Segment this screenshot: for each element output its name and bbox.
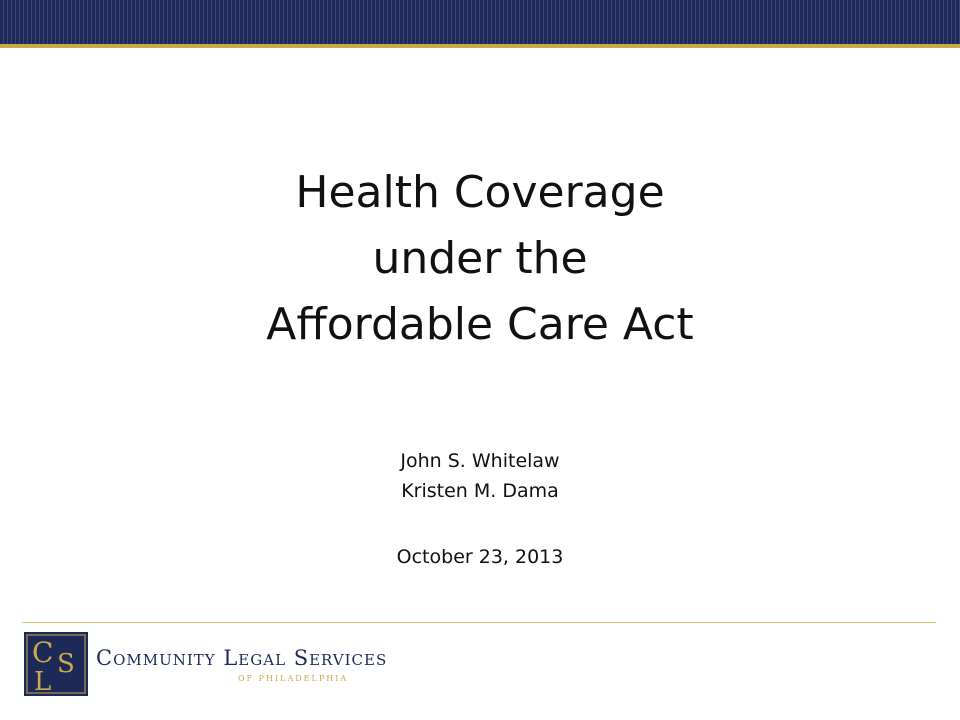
- header-accent-line: [0, 44, 960, 48]
- presenter-name: Kristen M. Dama: [401, 480, 559, 502]
- cls-monogram-icon: [24, 632, 88, 696]
- monogram-c: C: [32, 636, 54, 669]
- presenter-name: John S. Whitelaw: [400, 450, 560, 472]
- title-line-3: Affordable Care Act: [266, 299, 694, 350]
- monogram-l: L: [34, 667, 52, 696]
- monogram-s: S: [57, 649, 75, 679]
- presentation-date: October 23, 2013: [396, 546, 564, 568]
- cls-monogram-svg: [24, 632, 88, 696]
- header-band: [0, 0, 960, 44]
- title-line-2: under the: [372, 233, 588, 284]
- presenter-list: [0, 446, 960, 506]
- logo-organization-name: Community Legal Services: [96, 646, 388, 670]
- footer-divider: [22, 622, 936, 623]
- logo-organization-location: OF PHILADELPHIA: [238, 674, 349, 683]
- cls-logo: [24, 632, 388, 698]
- slide-title: [0, 160, 960, 358]
- title-line-1: Health Coverage: [295, 167, 665, 218]
